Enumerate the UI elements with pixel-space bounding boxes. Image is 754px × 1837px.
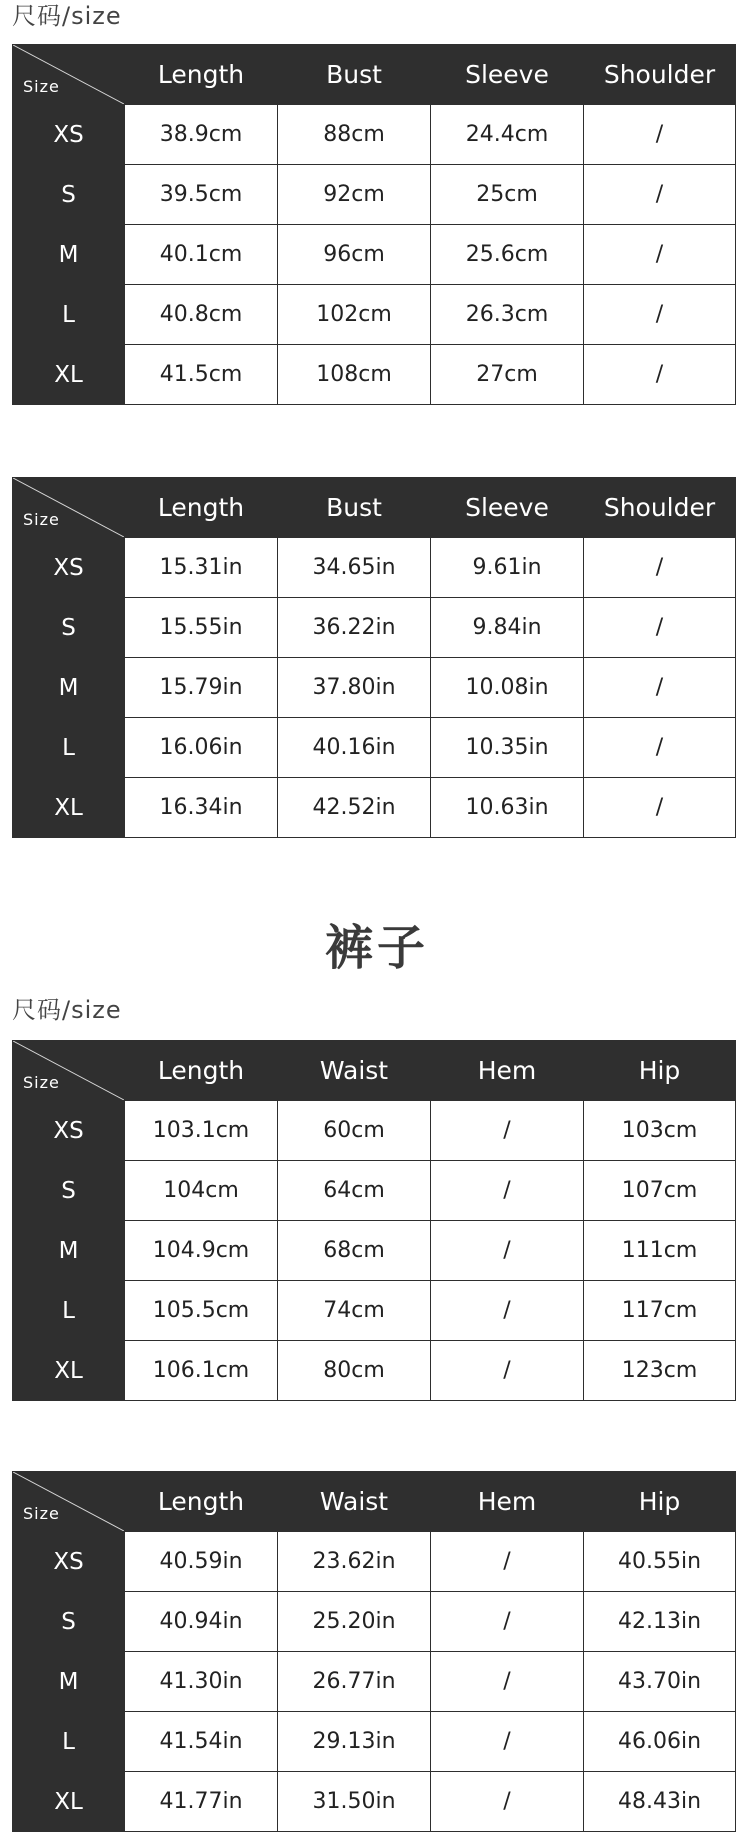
- measurement-cell: 106.1cm: [125, 1341, 278, 1401]
- measurement-cell: /: [431, 1281, 584, 1341]
- measurement-cell: 16.06in: [125, 718, 278, 778]
- measurement-cell: 104cm: [125, 1161, 278, 1221]
- measurement-cell: 92cm: [278, 165, 431, 225]
- size-cell: M: [13, 225, 125, 285]
- measurement-cell: 29.13in: [278, 1712, 431, 1772]
- size-cell: XS: [13, 105, 125, 165]
- pants-section-title: 裤子: [324, 920, 429, 976]
- measurement-cell: 105.5cm: [125, 1281, 278, 1341]
- column-header: Hip: [584, 1041, 736, 1101]
- measurement-cell: 25.6cm: [431, 225, 584, 285]
- corner-cell: [13, 45, 125, 105]
- measurement-cell: /: [584, 285, 736, 345]
- measurement-cell: 68cm: [278, 1221, 431, 1281]
- measurement-cell: 41.30in: [125, 1652, 278, 1712]
- table-row: [13, 345, 736, 405]
- table-row: [13, 1281, 736, 1341]
- table-row: [13, 658, 736, 718]
- table-row: [13, 1712, 736, 1772]
- measurement-cell: 15.79in: [125, 658, 278, 718]
- tops-inch-size-table: [12, 477, 736, 838]
- measurement-cell: 40.8cm: [125, 285, 278, 345]
- column-header: Length: [125, 478, 278, 538]
- measurement-cell: 42.52in: [278, 778, 431, 838]
- measurement-cell: /: [431, 1592, 584, 1652]
- measurement-cell: 88cm: [278, 105, 431, 165]
- column-header: Hem: [431, 1472, 584, 1532]
- size-cell: XS: [13, 1101, 125, 1161]
- corner-size-label: Size: [23, 510, 60, 529]
- size-cell: XS: [13, 1532, 125, 1592]
- size-cell: S: [13, 598, 125, 658]
- column-header: Shoulder: [584, 478, 736, 538]
- measurement-cell: 9.61in: [431, 538, 584, 598]
- column-header: Bust: [278, 45, 431, 105]
- size-cell: XL: [13, 778, 125, 838]
- measurement-cell: 40.55in: [584, 1532, 736, 1592]
- measurement-cell: 108cm: [278, 345, 431, 405]
- measurement-cell: 48.43in: [584, 1772, 736, 1832]
- measurement-cell: /: [584, 105, 736, 165]
- measurement-cell: /: [431, 1772, 584, 1832]
- size-cell: M: [13, 658, 125, 718]
- corner-size-label: Size: [23, 1073, 60, 1092]
- measurement-cell: 43.70in: [584, 1652, 736, 1712]
- size-cell: S: [13, 1161, 125, 1221]
- measurement-cell: 40.16in: [278, 718, 431, 778]
- size-cell: L: [13, 1281, 125, 1341]
- table-row: [13, 718, 736, 778]
- measurement-cell: 41.77in: [125, 1772, 278, 1832]
- measurement-cell: 15.55in: [125, 598, 278, 658]
- measurement-cell: 117cm: [584, 1281, 736, 1341]
- measurement-cell: 102cm: [278, 285, 431, 345]
- size-cell: XL: [13, 1772, 125, 1832]
- measurement-cell: 96cm: [278, 225, 431, 285]
- measurement-cell: 64cm: [278, 1161, 431, 1221]
- table-row: [13, 165, 736, 225]
- size-cell: S: [13, 165, 125, 225]
- measurement-cell: /: [584, 345, 736, 405]
- measurement-cell: 26.77in: [278, 1652, 431, 1712]
- size-cell: XL: [13, 1341, 125, 1401]
- measurement-cell: 107cm: [584, 1161, 736, 1221]
- column-header: Waist: [278, 1472, 431, 1532]
- measurement-cell: /: [584, 225, 736, 285]
- measurement-cell: 36.22in: [278, 598, 431, 658]
- table-row: [13, 598, 736, 658]
- measurement-cell: 9.84in: [431, 598, 584, 658]
- measurement-cell: 10.08in: [431, 658, 584, 718]
- measurement-cell: 111cm: [584, 1221, 736, 1281]
- size-cell: XL: [13, 345, 125, 405]
- measurement-cell: /: [584, 165, 736, 225]
- column-header: Sleeve: [431, 45, 584, 105]
- measurement-cell: 37.80in: [278, 658, 431, 718]
- table-row: [13, 1161, 736, 1221]
- measurement-cell: 104.9cm: [125, 1221, 278, 1281]
- column-header: Waist: [278, 1041, 431, 1101]
- measurement-cell: /: [584, 658, 736, 718]
- measurement-cell: 27cm: [431, 345, 584, 405]
- measurement-cell: 26.3cm: [431, 285, 584, 345]
- measurement-cell: 31.50in: [278, 1772, 431, 1832]
- measurement-cell: /: [431, 1712, 584, 1772]
- corner-cell: [13, 1472, 125, 1532]
- column-header: Length: [125, 45, 278, 105]
- measurement-cell: 123cm: [584, 1341, 736, 1401]
- size-cell: L: [13, 1712, 125, 1772]
- measurement-cell: 40.59in: [125, 1532, 278, 1592]
- measurement-cell: 10.63in: [431, 778, 584, 838]
- measurement-cell: 60cm: [278, 1101, 431, 1161]
- measurement-cell: 39.5cm: [125, 165, 278, 225]
- pants-inch-size-table: [12, 1471, 736, 1832]
- table-row: [13, 285, 736, 345]
- measurement-cell: 80cm: [278, 1341, 431, 1401]
- measurement-cell: 25.20in: [278, 1592, 431, 1652]
- measurement-cell: 38.9cm: [125, 105, 278, 165]
- measurement-cell: 40.1cm: [125, 225, 278, 285]
- measurement-cell: 103cm: [584, 1101, 736, 1161]
- measurement-cell: 41.54in: [125, 1712, 278, 1772]
- column-header: Hem: [431, 1041, 584, 1101]
- measurement-cell: 42.13in: [584, 1592, 736, 1652]
- pants-cm-size-table: [12, 1040, 736, 1401]
- measurement-cell: 41.5cm: [125, 345, 278, 405]
- measurement-cell: /: [584, 778, 736, 838]
- measurement-cell: /: [431, 1652, 584, 1712]
- table-row: [13, 1221, 736, 1281]
- table-row: [13, 105, 736, 165]
- size-cell: S: [13, 1592, 125, 1652]
- size-cell: L: [13, 285, 125, 345]
- header-row: [13, 45, 736, 105]
- measurement-cell: /: [584, 538, 736, 598]
- measurement-cell: /: [431, 1101, 584, 1161]
- measurement-cell: /: [431, 1161, 584, 1221]
- header-row: [13, 1472, 736, 1532]
- measurement-cell: 10.35in: [431, 718, 584, 778]
- measurement-cell: /: [431, 1532, 584, 1592]
- tops-cm-size-table: [12, 44, 736, 405]
- corner-cell: [13, 1041, 125, 1101]
- column-header: Length: [125, 1041, 278, 1101]
- corner-size-label: Size: [23, 1504, 60, 1523]
- tops-size-label: 尺码/size: [12, 2, 122, 30]
- measurement-cell: 34.65in: [278, 538, 431, 598]
- measurement-cell: 25cm: [431, 165, 584, 225]
- size-cell: XS: [13, 538, 125, 598]
- measurement-cell: 16.34in: [125, 778, 278, 838]
- measurement-cell: 15.31in: [125, 538, 278, 598]
- measurement-cell: /: [584, 718, 736, 778]
- pants-size-label: 尺码/size: [12, 996, 122, 1024]
- size-cell: M: [13, 1221, 125, 1281]
- measurement-cell: /: [584, 598, 736, 658]
- measurement-cell: /: [431, 1221, 584, 1281]
- table-row: [13, 225, 736, 285]
- size-cell: M: [13, 1652, 125, 1712]
- measurement-cell: 24.4cm: [431, 105, 584, 165]
- measurement-cell: 40.94in: [125, 1592, 278, 1652]
- column-header: Sleeve: [431, 478, 584, 538]
- column-header: Shoulder: [584, 45, 736, 105]
- corner-cell: [13, 478, 125, 538]
- table-row: [13, 1772, 736, 1832]
- measurement-cell: /: [431, 1341, 584, 1401]
- table-row: [13, 1341, 736, 1401]
- header-row: [13, 478, 736, 538]
- measurement-cell: 46.06in: [584, 1712, 736, 1772]
- header-row: [13, 1041, 736, 1101]
- measurement-cell: 23.62in: [278, 1532, 431, 1592]
- table-row: [13, 1592, 736, 1652]
- table-row: [13, 1101, 736, 1161]
- table-row: [13, 778, 736, 838]
- column-header: Bust: [278, 478, 431, 538]
- measurement-cell: 74cm: [278, 1281, 431, 1341]
- table-row: [13, 1532, 736, 1592]
- table-row: [13, 538, 736, 598]
- corner-size-label: Size: [23, 77, 60, 96]
- column-header: Length: [125, 1472, 278, 1532]
- column-header: Hip: [584, 1472, 736, 1532]
- size-cell: L: [13, 718, 125, 778]
- measurement-cell: 103.1cm: [125, 1101, 278, 1161]
- table-row: [13, 1652, 736, 1712]
